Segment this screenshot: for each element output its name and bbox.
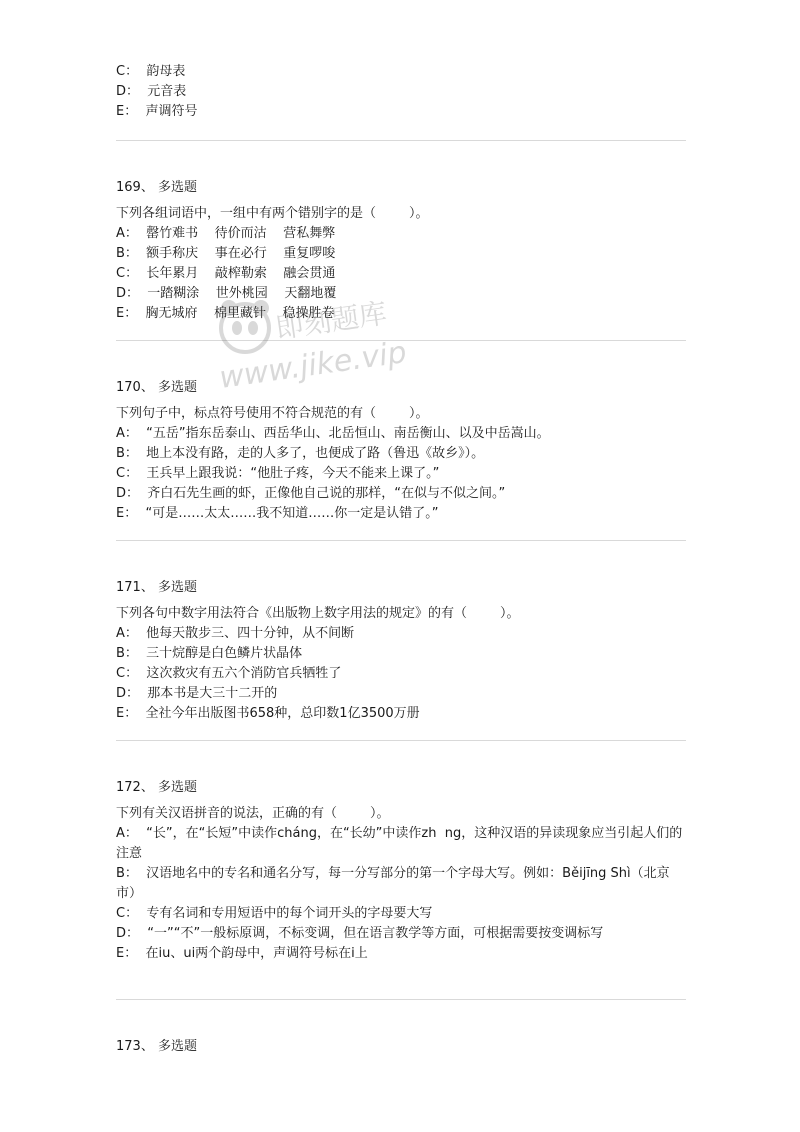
option-a: A： “五岳”指东岳泰山、西岳华山、北岳恒山、南岳衡山、以及中岳嵩山。 [116,426,550,441]
option-e: E： “可是……太太……我不知道……你一定是认错了。” [116,506,439,521]
question-170 [116,378,686,524]
question-header: 173、 多选题 [116,1039,197,1054]
option-c: C： 专有名词和专用短语中的每个词开头的字母要大写 [116,906,433,921]
question-header: 172、 多选题 [116,780,197,795]
option-d: D： 齐白石先生画的虾，正像他自己说的那样，“在似与不似之间。” [116,486,506,501]
separator [116,540,686,541]
question-172 [116,778,686,964]
option-e: E： 在iu、ui两个韵母中，声调符号标在i上 [116,946,368,961]
option-b: B： 地上本没有路，走的人多了，也便成了路（鲁迅《故乡》）。 [116,446,485,461]
question-header: 170、 多选题 [116,380,197,395]
question-stem: 下列有关汉语拼音的说法，正确的有（ ）。 [116,806,390,821]
option-e: E： 声调符号 [116,104,198,119]
question-171 [116,578,686,724]
option-a: A： “长”，在“长短”中读作cháng，在“长幼”中读作zh ng，这种汉语的异读现象应当引起人们的注意 [116,826,683,861]
option-d: D： “一”“不”一般标原调，不标变调，但在语言教学等方面，可根据需要按变调标写 [116,926,604,941]
separator [116,340,686,341]
question-stem: 下列各句中数字用法符合《出版物上数字用法的规定》的有（ ）。 [116,606,520,621]
option-a: A： 罄竹难书 待价而沽 营私舞弊 [116,226,336,241]
separator [116,140,686,141]
option-b: B： 汉语地名中的专名和通名分写，每一分写部分的第一个字母大写。例如：Běijīng Shì（北京市） [116,866,670,901]
question-header: 171、 多选题 [116,580,197,595]
option-b: B： 三十烷醇是白色鳞片状晶体 [116,646,303,661]
question-173 [116,1037,686,1063]
option-c: C： 长年累月 敲榨勒索 融会贯通 [116,266,336,281]
separator [116,740,686,741]
watermark-brand: 即刻题库 [273,296,389,345]
option-a: A： 他每天散步三、四十分钟，从不间断 [116,626,355,641]
option-c: C： 这次救灾有五六个消防官兵牺牲了 [116,666,342,681]
watermark-url: www.jike.vip [217,335,409,396]
previous-question-options [116,62,197,122]
separator [116,999,686,1000]
option-d: D： 一踏糊涂 世外桃园 天翻地覆 [116,286,337,301]
option-e: E： 胸无城府 棉里藏针 稳操胜卷 [116,306,335,321]
option-e: E： 全社今年出版图书658种，总印数1亿3500万册 [116,706,420,721]
option-c: C： 韵母表 [116,64,186,79]
option-d: D： 元音表 [116,84,187,99]
option-b: B： 额手称庆 事在必行 重复啰唆 [116,246,336,261]
question-stem: 下列各组词语中，一组中有两个错别字的是（ ）。 [116,206,429,221]
question-header: 169、 多选题 [116,180,197,195]
option-c: C： 王兵早上跟我说：“他肚子疼，今天不能来上课了。” [116,466,440,481]
question-169 [116,178,686,324]
option-d: D： 那本书是大三十二开的 [116,686,278,701]
question-stem: 下列句子中，标点符号使用不符合规范的有（ ）。 [116,406,429,421]
